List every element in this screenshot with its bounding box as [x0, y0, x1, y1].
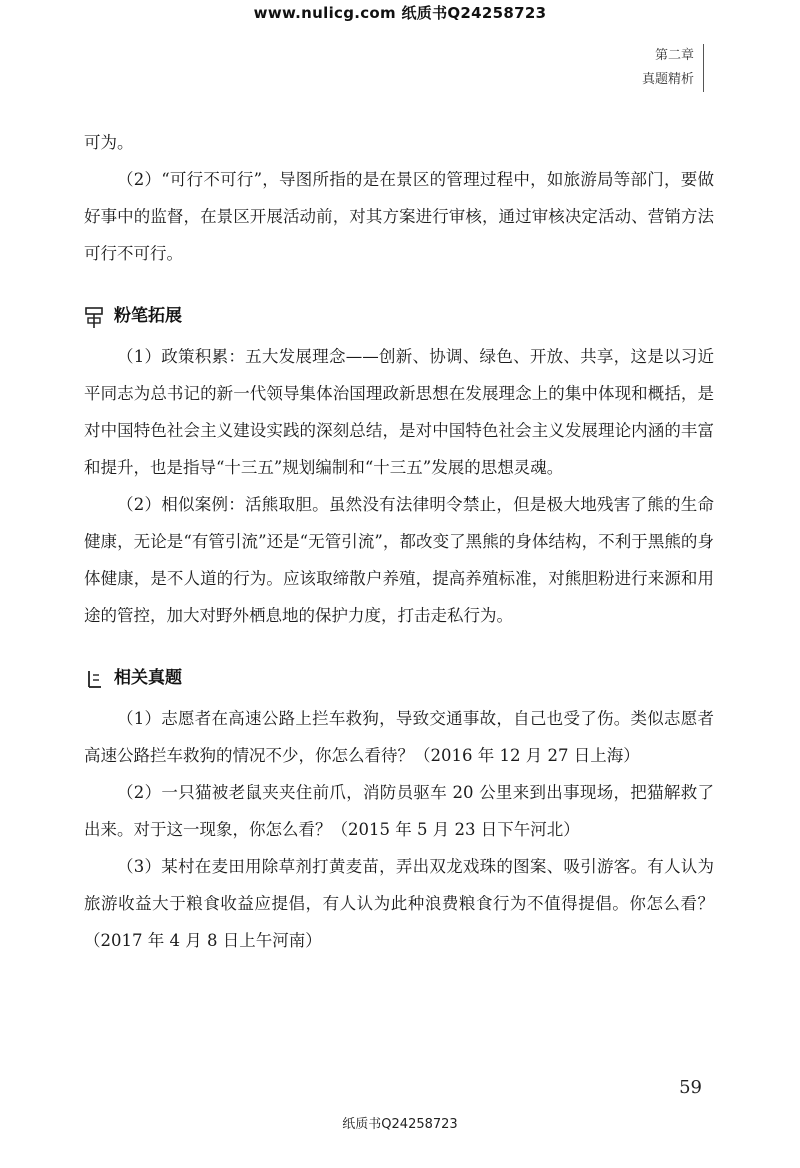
- section-chalk-header: [84, 296, 714, 336]
- intro-item-2: （2）“可行不可行”，导图所指的是在景区的管理过程中，如旅游局等部门，要做好事中的监督，在景区开展活动前，对其方案进行审核，通过审核决定活动、营销方法可行不可行。: [84, 170, 714, 263]
- related-item-3: （3）某村在麦田用除草剂打黄麦苗，弄出双龙戏珠的图案、吸引游客。有人认为旅游收益大于粮食收益应提倡，有人认为此种浪费粮食行为不值得提倡。你怎么看？（2017 年 4 月 8 日上午河南）: [84, 857, 714, 950]
- section-related-header: [84, 658, 714, 698]
- bottom-watermark: 纸质书Q24258723: [342, 1117, 458, 1132]
- top-watermark: www.nulicg.com 纸质书Q24258723: [253, 4, 547, 22]
- section-related-title: 相关真题: [114, 667, 182, 688]
- chapter-divider: [703, 44, 704, 92]
- chalk-item-2: （2）相似案例：活熊取胆。虽然没有法律明令禁止，但是极大地残害了熊的生命健康，无论是“有管引流”还是“无管引流”，都改变了黑熊的身体结构，不利于黑熊的身体健康，是不人道的行为。应该取缔散户养殖，提高养殖标准，对熊胆粉进行来源和用途的管控，加大对野外栖息地的保护力度，打击走私行为。: [84, 495, 714, 625]
- related-item-1: （1）志愿者在高速公路上拦车救狗，导致交通事故，自己也受了伤。类似志愿者高速公路拦车救狗的情况不少，你怎么看待？（2016 年 12 月 27 日上海）: [84, 709, 714, 765]
- page-body: [84, 124, 714, 959]
- section-chalk-title: 粉笔拓展: [114, 305, 182, 326]
- related-item-2: （2）一只猫被老鼠夹夹住前爪，消防员驱车 20 公里来到出事现场，把猫解救了出来。对于这一现象，你怎么看？（2015 年 5 月 23 日下午河北）: [84, 783, 714, 839]
- page-number: 59: [679, 1077, 702, 1098]
- chapter-subtitle: 真题精析: [641, 72, 694, 87]
- chapter-title: 第二章: [654, 48, 694, 63]
- chalk-item-1: （1）政策积累：五大发展理念——创新、协调、绿色、开放、共享，这是以习近平同志为总书记的新一代领导集体治国理政新思想在发展理念上的集中体现和概括，是对中国特色社会主义建设实践的深刻总结，是对中国特色社会主义发展理论内涵的丰富和提升，也是指导“十三五”规划编制和“十三五”发展的思想灵魂。: [84, 347, 714, 477]
- chapter-header: [642, 44, 694, 92]
- chalk-extension-icon: [84, 305, 104, 327]
- continuation-text: 可为。: [84, 133, 134, 152]
- related-questions-icon: [84, 667, 104, 689]
